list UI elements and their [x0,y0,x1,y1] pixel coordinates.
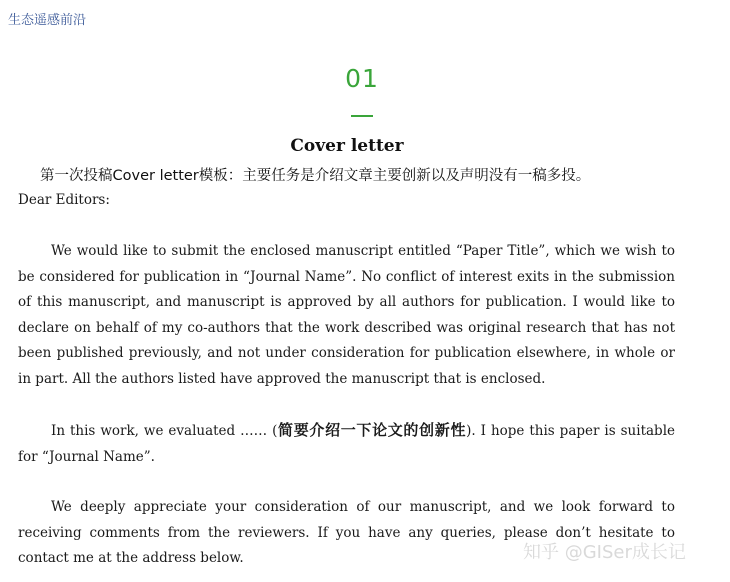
section-number: 01 [345,64,379,93]
salutation: Dear Editors: [18,192,110,208]
paragraph-work [18,418,675,470]
paragraph-work-before: In this work, we evaluated …… ( [51,423,278,439]
intro-note: 第一次投稿Cover letter模板：主要任务是介绍文章主要创新以及声明没有一稿多投。 [40,168,591,184]
innovation-emphasis: 简要介绍一下论文的创新性 [277,421,467,439]
paragraph-submission: We would like to submit the enclosed manuscript entitled “Paper Title”, which we wish to be considered for publication in “Journal Name”. No conflict of interest exits in the submission of this manuscript, and manuscript is approved by all authors for publication. I would like to declare on behalf of my co-authors that the work described was original research that has not been published previously, and not under consideration for publication elsewhere, in whole or in part. All the authors listed have approved the manuscript that is enclosed. [18,243,675,387]
paragraph-work-after: ). I hope this paper is suitable for “Journal Name”. [18,423,675,465]
watermark: 知乎 @GISer成长记 [523,542,686,563]
paragraph-closing: We deeply appreciate your consideration of our manuscript, and we look forward to receiving comments from the reviewers. If you have any queries, please don’t hesitate to contact me at the address below. [18,499,675,567]
document-title: Cover letter [290,136,404,156]
section-divider [351,115,373,117]
account-name[interactable]: 生态遥感前沿 [8,13,87,28]
